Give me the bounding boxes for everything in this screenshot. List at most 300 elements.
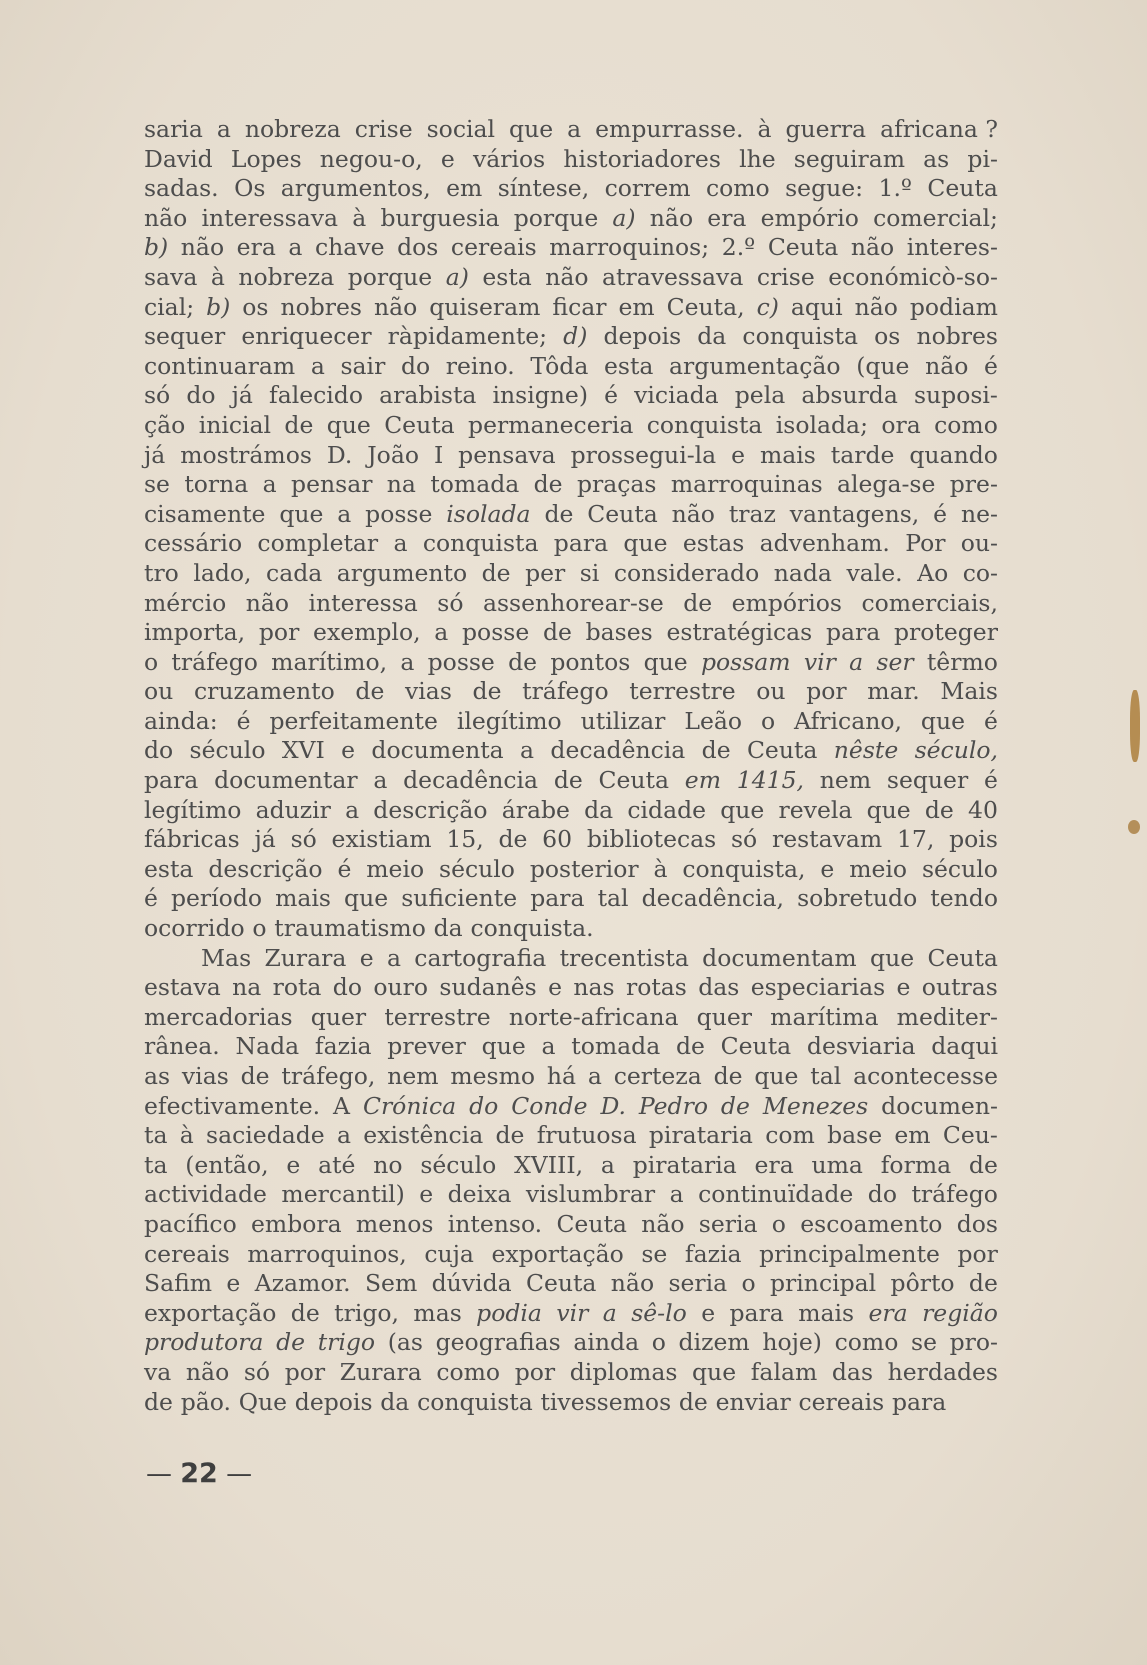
word: arabista [379, 381, 477, 410]
word: como [834, 1328, 899, 1357]
text-column [144, 115, 998, 1417]
word: per [525, 558, 566, 587]
word: tal [810, 1062, 842, 1090]
word: a [434, 618, 449, 647]
word: seguiram [793, 144, 905, 173]
word: historiadores [563, 144, 721, 173]
word: nas [573, 973, 615, 1002]
word: ouro [373, 973, 429, 1002]
word: da [380, 1387, 410, 1416]
word: terrestre [384, 1002, 491, 1031]
word: isolada [446, 499, 531, 528]
word: aduzir [255, 795, 331, 824]
word: seria [668, 1269, 728, 1298]
word: só [144, 381, 171, 410]
word: que [720, 795, 765, 824]
word: sequer [144, 322, 226, 351]
word: nobreza [238, 262, 335, 291]
word: argumentação [669, 351, 841, 380]
word: estas [682, 529, 745, 558]
word: enriquecer [241, 322, 372, 351]
word: os [874, 322, 901, 351]
word: interes- [906, 233, 998, 262]
word: trecentista [559, 943, 689, 972]
word: Os [234, 174, 266, 203]
word: nêste [833, 736, 899, 765]
text-line [144, 322, 998, 352]
word: que [623, 529, 668, 558]
word: menos [355, 1209, 434, 1238]
word: vários [473, 144, 546, 173]
word: Lopes [230, 144, 302, 173]
word: Ceuta [556, 1209, 627, 1238]
word: tomada [571, 1032, 661, 1061]
word: por [957, 1239, 998, 1268]
word: dos [397, 233, 439, 262]
word: do [144, 736, 174, 765]
text-line [144, 618, 998, 648]
word: existiam [331, 825, 432, 854]
word: na [386, 470, 416, 499]
word: 2.º [721, 233, 756, 262]
text-line [144, 973, 998, 1003]
word: estava [144, 973, 221, 1002]
word: só [290, 825, 317, 854]
word: argumentos, [280, 174, 431, 203]
word: ou [144, 677, 174, 706]
word: bibliotecas [586, 825, 717, 854]
text-line [144, 648, 998, 678]
word: de [544, 499, 574, 528]
word: mostrámos [180, 440, 312, 469]
word: ção [144, 410, 186, 439]
word: pi- [967, 144, 998, 173]
word: conquista [417, 1387, 533, 1416]
word: Mais [940, 677, 998, 706]
word: Africano, [794, 706, 902, 735]
word: e [419, 1180, 434, 1209]
word: até [318, 1150, 356, 1179]
word: em [618, 292, 655, 321]
word: para [825, 618, 881, 647]
word: Ceuta [720, 1032, 792, 1061]
word: Ao [917, 558, 949, 587]
word: I [433, 440, 444, 469]
word: documentar [214, 766, 358, 795]
word: restavam [771, 825, 883, 854]
word: enviar [715, 1387, 791, 1416]
word: pro- [949, 1328, 998, 1357]
word: a [345, 795, 360, 824]
word: Zurara [339, 1357, 422, 1386]
word: posse [462, 618, 530, 647]
word: à [757, 115, 772, 143]
word: de [240, 1062, 270, 1090]
word: segue: [785, 174, 864, 203]
word: marítima [770, 1002, 879, 1031]
word: o [760, 706, 776, 735]
word: porque [513, 203, 599, 232]
text-line [144, 293, 998, 323]
word: da [584, 795, 614, 824]
word: outras [921, 973, 998, 1002]
word: base [827, 1121, 883, 1150]
word: a [386, 943, 401, 972]
word: posterior [529, 854, 639, 883]
word: a [373, 766, 388, 795]
word: já [254, 825, 276, 854]
word: Pedro [638, 1091, 708, 1120]
word: é [604, 381, 619, 410]
word: para [144, 766, 199, 795]
word: descrição [373, 795, 488, 824]
word: cartografia [414, 943, 547, 972]
text-line [144, 1388, 998, 1418]
word: pacífico [144, 1209, 237, 1238]
word: empórios [731, 588, 842, 617]
word: traumatismo [274, 914, 426, 943]
text-line [144, 825, 998, 855]
word: 17, [896, 825, 935, 854]
word: falecido [269, 381, 363, 410]
word: se [144, 470, 170, 499]
text-line [144, 233, 998, 263]
word: reino. [445, 351, 515, 380]
word: principal [770, 1269, 877, 1298]
word: não [144, 203, 188, 232]
word: empório [760, 203, 859, 232]
word: D. [326, 440, 353, 469]
word: que [279, 499, 324, 528]
word: correm [604, 174, 691, 203]
word: depois [294, 1387, 373, 1416]
word: uma [811, 1150, 863, 1179]
word: já [144, 440, 166, 469]
text-line [144, 204, 998, 234]
word: lado, [193, 558, 252, 587]
word: documen- [881, 1091, 998, 1120]
word: é [236, 706, 251, 735]
word: exemplo, [313, 618, 421, 647]
word: pois [949, 825, 998, 854]
word: era [707, 203, 747, 232]
word: ocorrido [144, 914, 245, 943]
word: não [610, 1269, 655, 1298]
word: deixa [447, 1180, 512, 1209]
word: não [245, 588, 290, 617]
word: e [226, 1269, 241, 1298]
text-line [144, 559, 998, 589]
word: mais [275, 884, 331, 913]
word: vir [803, 647, 836, 676]
word: século [420, 1150, 497, 1179]
word: que [754, 1062, 799, 1090]
word: tivessemos [540, 1387, 672, 1416]
word: de [276, 1328, 306, 1357]
word: Ceuta [525, 1269, 597, 1298]
word: permaneceria [468, 410, 634, 439]
word: lhe [739, 144, 776, 173]
word: de [290, 1298, 320, 1327]
word: de [924, 795, 954, 824]
word: revela [778, 795, 853, 824]
word: ta [144, 1121, 168, 1150]
word: Ceuta [767, 233, 839, 262]
text-line [144, 1151, 998, 1181]
word: a [400, 647, 415, 676]
text-line [144, 115, 998, 145]
word: para [553, 529, 609, 558]
word: como [705, 174, 770, 203]
word: esta [144, 854, 194, 883]
word: escoamento [800, 1209, 943, 1238]
word: XVI [281, 736, 325, 765]
word: crise [354, 115, 413, 143]
text-line [144, 1269, 998, 1299]
word: fazia [314, 1032, 372, 1061]
word: Por [905, 529, 946, 558]
text-line [144, 1003, 998, 1033]
word: e [731, 440, 746, 469]
word: não [185, 1357, 230, 1386]
word: social [426, 115, 496, 143]
word: documenta [371, 736, 504, 765]
word: do [400, 351, 431, 380]
word: ou- [960, 529, 998, 558]
word: nobres [916, 322, 998, 351]
word: fazia [684, 1239, 742, 1268]
word: de [144, 1387, 173, 1416]
word: vislumbrar [525, 1180, 656, 1209]
word: tarde [830, 440, 895, 469]
word: (então, [185, 1150, 269, 1179]
word: descrição [208, 854, 323, 883]
word: por [284, 1357, 326, 1386]
word: va [144, 1357, 172, 1386]
word: Ceuta [598, 766, 670, 795]
word: mercadorias [144, 1002, 293, 1031]
word: praças [576, 470, 657, 499]
word: tráfego [911, 1180, 998, 1209]
word: a [849, 647, 864, 676]
word: à [653, 854, 668, 883]
word: com [765, 1121, 815, 1150]
word: actividade [144, 1180, 267, 1209]
word: a [541, 1032, 556, 1061]
text-line [144, 855, 998, 885]
word: ou [756, 677, 786, 706]
word: Menezes [762, 1091, 869, 1120]
word: rota [272, 973, 322, 1002]
word: cruzamento [193, 677, 335, 706]
word: a [310, 351, 325, 380]
word: as [144, 1062, 171, 1090]
word: ilegítimo [456, 706, 562, 735]
word: Zurara [264, 943, 347, 972]
word: Ceuta [587, 499, 658, 528]
word: quer [310, 1002, 367, 1031]
word: por [514, 1357, 556, 1386]
word: vantagens, [789, 499, 920, 528]
word: e [896, 973, 911, 1002]
word: Azamor. [254, 1269, 351, 1298]
word: a [216, 115, 231, 143]
word: possam [700, 647, 791, 676]
text-line [144, 381, 998, 411]
word: século [439, 854, 515, 883]
word: perfeitamente [269, 706, 438, 735]
word: sobretudo [797, 884, 918, 913]
text-line [144, 145, 998, 175]
word: a [587, 1062, 602, 1090]
word: como [436, 1357, 501, 1386]
word: a [520, 736, 535, 765]
word: b) [144, 233, 169, 262]
word: Que [238, 1387, 288, 1416]
word: principalmente [759, 1239, 940, 1268]
paper-stain [1128, 820, 1140, 834]
word: conquista. [470, 914, 594, 943]
word: a) [445, 262, 469, 291]
word: de [713, 1062, 743, 1090]
word: para [530, 884, 585, 913]
word: proteger [893, 618, 998, 647]
word: é [983, 706, 998, 735]
word: pela [734, 381, 786, 410]
text-line [144, 796, 998, 826]
word: da [433, 914, 463, 943]
word: das [831, 1357, 874, 1386]
word: dúvida [431, 1269, 512, 1298]
word: trigo, [334, 1298, 399, 1327]
word: David [144, 144, 213, 173]
word: diplomas [569, 1357, 678, 1386]
word: o [741, 1269, 756, 1298]
word: de [498, 825, 528, 854]
word: só [437, 588, 464, 617]
word: nem [819, 766, 872, 795]
word: Mas [201, 943, 252, 972]
word: de [542, 618, 572, 647]
word: a [337, 499, 352, 528]
word: os [242, 292, 269, 321]
word: não [671, 499, 715, 528]
word: Crónica [362, 1091, 457, 1120]
word: torna [184, 470, 249, 499]
word: nobres [280, 292, 362, 321]
word: seria [698, 1209, 758, 1238]
word: atravessava [602, 262, 744, 291]
word: nobreza [244, 115, 341, 143]
word: completar [257, 529, 379, 558]
word: e [440, 144, 455, 173]
word: terrestre [629, 677, 736, 706]
word: a [567, 115, 582, 143]
word: pensava [458, 440, 556, 469]
word: pão. [180, 1387, 231, 1416]
word: intenso. [447, 1209, 543, 1238]
word: mercantil) [281, 1180, 405, 1209]
word: de [720, 1091, 750, 1120]
word: (que [856, 351, 910, 380]
word: Ceuta [927, 943, 998, 972]
word: da [697, 322, 727, 351]
word: insigne) [492, 381, 588, 410]
word: ràpidamente; [387, 322, 548, 351]
word: à [352, 203, 367, 232]
word: fábricas [144, 825, 240, 854]
word: como [934, 410, 998, 439]
text-line [144, 352, 998, 382]
word: absurda [801, 381, 898, 410]
word: Nada [235, 1032, 300, 1061]
text-line [144, 1328, 998, 1358]
text-line [144, 470, 998, 500]
word: marítimo, [271, 647, 388, 676]
word: cial; [144, 292, 195, 321]
word: sequer [886, 766, 969, 795]
word: tendo [930, 884, 998, 913]
word: legítimo [144, 795, 242, 824]
word: o [771, 1209, 786, 1238]
word: do [332, 973, 362, 1002]
word: produtora [144, 1328, 264, 1357]
word: só [243, 1357, 271, 1386]
word: mesmo [450, 1062, 536, 1090]
word: daqui [931, 1032, 998, 1061]
word: Conde [511, 1091, 588, 1120]
word: há [546, 1062, 577, 1090]
word: vias [405, 677, 452, 706]
word: forma [880, 1150, 952, 1179]
word: as [923, 144, 950, 173]
word: tal [597, 884, 629, 913]
text-line [144, 589, 998, 619]
word: de [968, 1269, 998, 1298]
word: ainda [573, 1328, 640, 1357]
text-line [144, 944, 998, 974]
word: por [806, 677, 847, 706]
word: conquista [742, 322, 859, 351]
word: era [868, 1298, 908, 1327]
word: de [495, 1121, 525, 1150]
word: nem [387, 1062, 439, 1090]
word: 60 [542, 825, 573, 854]
word: si [579, 558, 600, 587]
word: não [850, 233, 895, 262]
word: de [675, 1032, 705, 1061]
word: se [911, 1328, 937, 1357]
word: documentam [702, 943, 857, 972]
word: bases [585, 618, 653, 647]
word: saciedade [206, 1121, 325, 1150]
word: 15, [446, 825, 484, 854]
word: não [180, 233, 225, 262]
word: do [469, 1091, 499, 1120]
word: ora [881, 410, 921, 439]
word: e [548, 973, 563, 1002]
text-line [144, 1210, 998, 1240]
word: especiarias [750, 973, 886, 1002]
word: decadência [550, 736, 686, 765]
word: que [326, 410, 371, 439]
word: período [170, 884, 263, 913]
word: de [472, 677, 502, 706]
word: sudanês [439, 973, 537, 1002]
word: século, [914, 736, 998, 765]
word: de [284, 410, 314, 439]
word: ta [144, 1150, 168, 1179]
